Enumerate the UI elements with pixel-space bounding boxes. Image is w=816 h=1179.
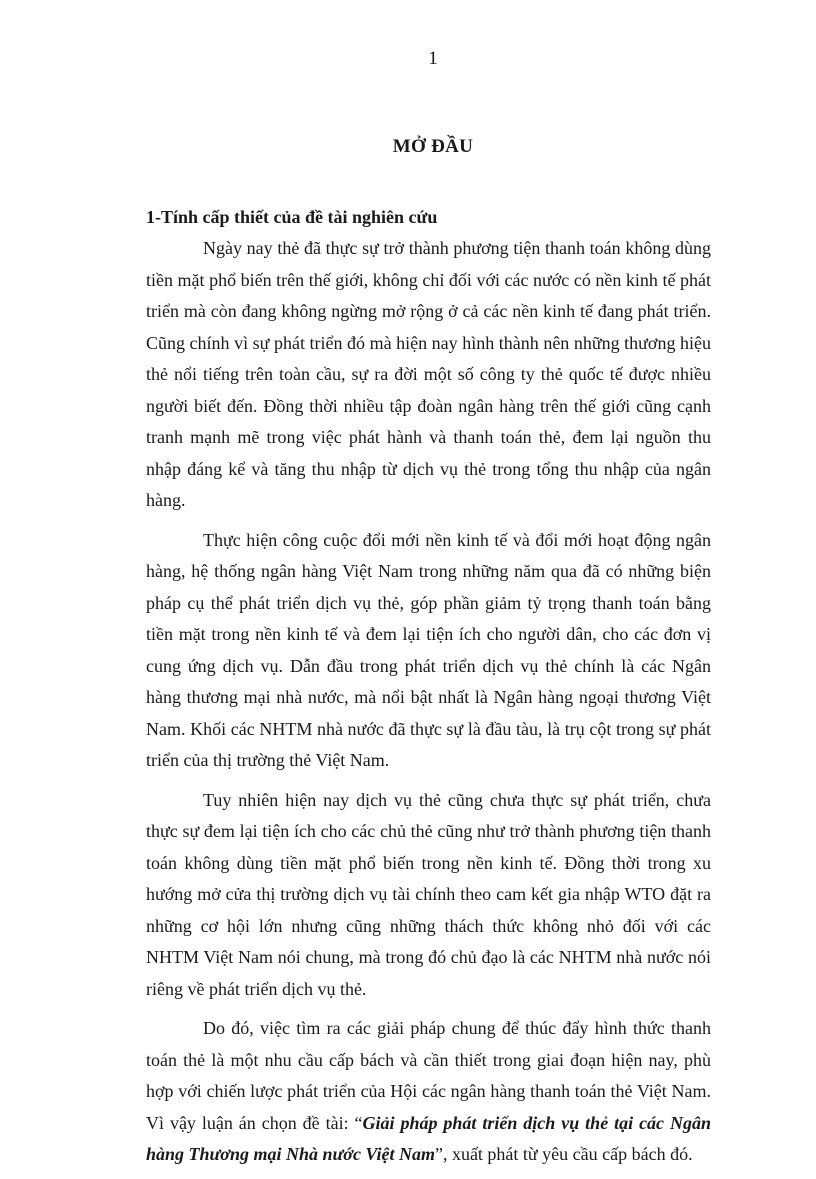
paragraph-4 <box>146 1013 711 1171</box>
paragraph-3: Tuy nhiên hiện nay dịch vụ thẻ cũng chưa thực sự phát triển, chưa thực sự đem lại tiện ích cho các chủ thẻ cũng như trở thành phương tiện thanh toán không dùng tiền mặt phổ biến trong nền kinh tế. Đồng thời trong xu hướng mở cửa thị trường dịch vụ tài chính theo cam kết gia nhập WTO đặt ra những cơ hội lớn nhưng cũng những thách thức không nhỏ đối với các NHTM Việt Nam nói chung, mà trong đó chủ đạo là các NHTM nhà nước nói riêng về phát triển dịch vụ thẻ. <box>146 789 711 999</box>
paragraph-4-text-after: ”, xuất phát từ yêu cầu cấp bách đó. <box>434 1144 693 1164</box>
section-heading: 1-Tính cấp thiết của đề tài nghiên cứu <box>146 207 438 227</box>
paragraph-2: Thực hiện công cuộc đổi mới nền kinh tế và đổi mới hoạt động ngân hàng, hệ thống ngân hàng Việt Nam trong những năm qua đã có những biện pháp cụ thể phát triển dịch vụ thẻ, góp phần giảm tỷ trọng thanh toán bằng tiền mặt trong nền kinh tế và đem lại tiện ích cho người dân, cho các đơn vị cung ứng dịch vụ. Dẫn đầu trong phát triển dịch vụ thẻ chính là các Ngân hàng thương mại nhà nước, mà nổi bật nhất là Ngân hàng ngoại thương Việt Nam. Khối các NHTM nhà nước đã thực sự là đầu tàu, là trụ cột trong sự phát triển của thị trường thẻ Việt Nam. <box>146 529 711 770</box>
document-body <box>146 202 711 1179</box>
page-title: MỞ ĐẦU <box>392 136 474 157</box>
paragraph-1: Ngày nay thẻ đã thực sự trở thành phương tiện thanh toán không dùng tiền mặt phổ biến trên thế giới, không chỉ đối với các nước có nền kinh tế phát triển mà còn đang không ngừng mở rộng ở cả các nền kinh tế đang phát triển. Cũng chính vì sự phát triển đó mà hiện nay hình thành nên những thương hiệu thẻ nổi tiếng trên toàn cầu, sự ra đời một số công ty thẻ quốc tế được nhiều người biết đến. Đồng thời nhiều tập đoàn ngân hàng trên thế giới cũng cạnh tranh mạnh mẽ trong việc phát hành và thanh toán thẻ, đem lại nguồn thu nhập đáng kể và tăng thu nhập từ dịch vụ thẻ trong tổng thu nhập của ngân hàng. <box>146 238 711 510</box>
paragraph-4-text-before: Do đó, việc tìm ra các giải pháp chung để thúc đẩy hình thức thanh toán thẻ là một nhu cầu cấp bách và cần thiết trong giai đoạn hiện nay, phù hợp với chiến lược phát triển của Hội các ngân hàng thanh toán thẻ Việt Nam. Vì vậy luận án chọn đề tài: “ <box>146 1018 711 1133</box>
page-number: 1 <box>428 48 438 69</box>
thesis-title-emphasis: Giải pháp phát triển dịch vụ thẻ tại các Ngân hàng Thương mại Nhà nước Việt Nam <box>146 1112 711 1164</box>
